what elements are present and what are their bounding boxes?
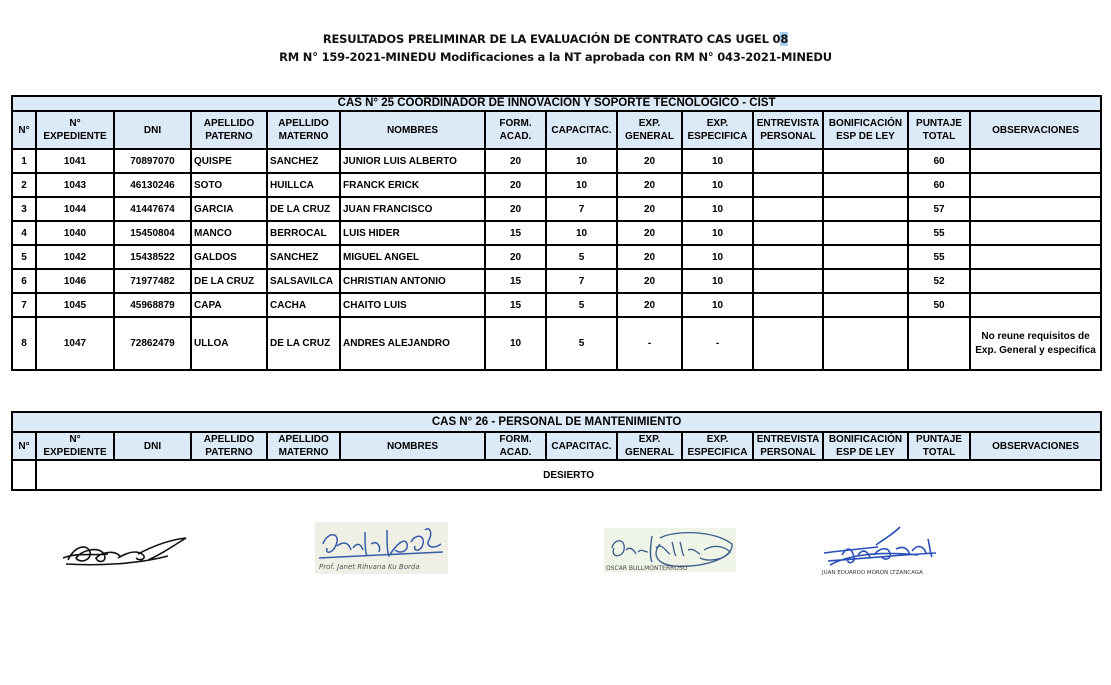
cell-total: 60 <box>908 149 970 173</box>
column-header <box>682 111 753 149</box>
cell-nombres: CHRISTIAN ANTONIO <box>340 269 485 293</box>
table-row <box>12 293 1101 317</box>
status-desierto: DESIERTO <box>36 460 1101 490</box>
column-header-line1: EXP. <box>638 118 661 129</box>
column-header-line1: ENTREVISTA <box>756 434 820 445</box>
column-header-line2: PERSONAL <box>760 447 816 458</box>
cell-entrevista <box>753 149 823 173</box>
column-header-line1: FORM. <box>499 118 532 129</box>
column-header-line2: ESP DE LEY <box>836 131 895 142</box>
column-header <box>36 432 114 460</box>
cell-ap-pat: GARCIA <box>191 197 267 221</box>
cell-exp-gen: 20 <box>617 245 682 269</box>
cell-bonif <box>823 293 908 317</box>
cell-exp-esp: 10 <box>682 269 753 293</box>
signature-3 <box>604 528 736 572</box>
cell-exp: 1044 <box>36 197 114 221</box>
table-header-row <box>12 432 1101 460</box>
cell-exp-gen: 20 <box>617 269 682 293</box>
cell-nombres: JUNIOR LUIS ALBERTO <box>340 149 485 173</box>
cell-form: 20 <box>485 173 546 197</box>
stamp-text: Prof. Janet Rihvana Ku Borda <box>319 563 420 571</box>
cell-exp-esp: 10 <box>682 173 753 197</box>
cell-dni: 15438522 <box>114 245 191 269</box>
table-row <box>12 149 1101 173</box>
column-header <box>753 111 823 149</box>
cell-ap-mat: BERROCAL <box>267 221 340 245</box>
observation-line: Exp. General y especifica <box>975 344 1096 356</box>
cell-dni: 71977482 <box>114 269 191 293</box>
column-header <box>908 432 970 460</box>
cell-nombres: JUAN FRANCISCO <box>340 197 485 221</box>
column-header-line1: PUNTAJE <box>916 118 962 129</box>
column-header-line2: MATERNO <box>278 447 329 458</box>
column-header <box>546 111 617 149</box>
cell-form: 15 <box>485 269 546 293</box>
cell-ap-mat: SANCHEZ <box>267 149 340 173</box>
cell-exp-gen: 20 <box>617 149 682 173</box>
column-header-line2: GENERAL <box>625 131 674 142</box>
cell-exp: 1045 <box>36 293 114 317</box>
cell-observaciones <box>970 317 1101 370</box>
column-header <box>12 111 36 149</box>
results-table-cas26 <box>11 411 1102 491</box>
stamp-text: JUAN EDUARDO MORON LTZANCAGA <box>822 570 923 576</box>
column-header-line2: ACAD. <box>499 447 532 458</box>
column-header-line1: APELLIDO <box>203 118 255 129</box>
cell-ap-mat: SANCHEZ <box>267 245 340 269</box>
column-header <box>114 111 191 149</box>
column-header-line2: TOTAL <box>922 131 956 142</box>
cell-exp-gen: 20 <box>617 221 682 245</box>
cell-ap-mat: HUILLCA <box>267 173 340 197</box>
table-title-row <box>12 412 1101 432</box>
table-row <box>12 197 1101 221</box>
column-header-line1: FORM. <box>499 434 532 445</box>
cell-cap: 10 <box>546 149 617 173</box>
column-header <box>191 111 267 149</box>
column-header <box>36 111 114 149</box>
cell-cap: 7 <box>546 197 617 221</box>
column-header-line2: EXPEDIENTE <box>43 131 107 142</box>
cell-n: 8 <box>12 317 36 370</box>
cell-ap-mat: CACHA <box>267 293 340 317</box>
cell-bonif <box>823 269 908 293</box>
cell-n: 1 <box>12 149 36 173</box>
column-header <box>267 432 340 460</box>
cell-exp-esp: 10 <box>682 197 753 221</box>
cell-bonif <box>823 245 908 269</box>
cell-observaciones <box>970 173 1101 197</box>
column-header <box>823 432 908 460</box>
cell-ap-pat: QUISPE <box>191 149 267 173</box>
column-header-line2: ESP DE LEY <box>836 447 895 458</box>
table-title: CAS N° 26 - PERSONAL DE MANTENIMIENTO <box>12 412 1101 432</box>
column-header <box>12 432 36 460</box>
cell-exp: 1040 <box>36 221 114 245</box>
column-header-line2: TOTAL <box>922 447 956 458</box>
table-title-row <box>12 96 1101 111</box>
observation-line: No reune requisitos de <box>981 330 1090 342</box>
cell-total: 57 <box>908 197 970 221</box>
cell-dni: 45968879 <box>114 293 191 317</box>
cell-total: 55 <box>908 221 970 245</box>
column-header-line1: BONIFICACIÓN <box>828 118 903 129</box>
cell-observaciones <box>970 149 1101 173</box>
cell-cap: 5 <box>546 293 617 317</box>
column-header-line2: EXPEDIENTE <box>43 447 107 458</box>
cell-n: 3 <box>12 197 36 221</box>
cell-exp-esp: 10 <box>682 149 753 173</box>
table-row <box>12 173 1101 197</box>
cell-total: 60 <box>908 173 970 197</box>
cell-n: 4 <box>12 221 36 245</box>
column-header-line1: CAPACITAC. <box>551 124 612 136</box>
table-row <box>12 245 1101 269</box>
column-header-line1: OBSERVACIONES <box>992 124 1079 136</box>
cell-form: 15 <box>485 293 546 317</box>
column-header-line2: GENERAL <box>625 447 674 458</box>
table-title: CAS N° 25 COORDINADOR DE INNOVACIÓN Y SOPORTE TECNOLÓGICO - CIST <box>12 96 1101 111</box>
cell-entrevista <box>753 173 823 197</box>
cell-n <box>12 460 36 490</box>
column-header-line1: NOMBRES <box>386 124 439 136</box>
cell-n: 6 <box>12 269 36 293</box>
cell-bonif <box>823 221 908 245</box>
document-subtitle: RM N° 159-2021-MINEDU Modificaciones a la NT aprobada con RM N° 043-2021-MINEDU <box>279 50 832 64</box>
cell-exp-esp: 10 <box>682 293 753 317</box>
cell-form: 15 <box>485 221 546 245</box>
column-header-line1: ENTREVISTA <box>756 118 820 129</box>
column-header-line1: CAPACITAC. <box>551 440 612 452</box>
cell-entrevista <box>753 245 823 269</box>
column-header-line1: EXP. <box>706 434 729 445</box>
cell-total <box>908 317 970 370</box>
cell-nombres: FRANCK ERICK <box>340 173 485 197</box>
cell-nombres: CHAITO LUIS <box>340 293 485 317</box>
cell-total: 55 <box>908 245 970 269</box>
column-header-line1: N° <box>18 124 30 136</box>
cell-ap-mat: DE LA CRUZ <box>267 197 340 221</box>
document-title-text: RESULTADOS PRELIMINAR DE LA EVALUACIÓN DE CONTRATO CAS UGEL 0 <box>322 32 781 46</box>
stamp-text: OSCAR BULLMONTERROSO <box>606 565 688 572</box>
signature-4 <box>818 525 940 577</box>
column-header-line1: BONIFICACIÓN <box>828 434 903 445</box>
selected-text[interactable]: 8 <box>780 32 789 46</box>
cell-ap-pat: MANCO <box>191 221 267 245</box>
cell-cap: 10 <box>546 173 617 197</box>
column-header <box>546 432 617 460</box>
column-header-line2: PATERNO <box>205 447 253 458</box>
column-header-line1: DNI <box>143 124 162 136</box>
cell-entrevista <box>753 317 823 370</box>
cell-exp-gen: 20 <box>617 197 682 221</box>
column-header-line2: ESPECIFICA <box>687 131 748 142</box>
cell-form: 20 <box>485 149 546 173</box>
cell-exp-esp: - <box>682 317 753 370</box>
cell-observaciones <box>970 197 1101 221</box>
column-header <box>485 432 546 460</box>
cell-exp: 1046 <box>36 269 114 293</box>
signature-1 <box>58 530 193 572</box>
cell-bonif <box>823 149 908 173</box>
cell-entrevista <box>753 269 823 293</box>
cell-dni: 15450804 <box>114 221 191 245</box>
column-header <box>617 432 682 460</box>
column-header <box>267 111 340 149</box>
table-row <box>12 317 1101 370</box>
cell-n: 5 <box>12 245 36 269</box>
cell-observaciones <box>970 293 1101 317</box>
cell-cap: 7 <box>546 269 617 293</box>
cell-total: 50 <box>908 293 970 317</box>
table-row <box>12 460 1101 490</box>
cell-form: 20 <box>485 197 546 221</box>
cell-exp-gen: - <box>617 317 682 370</box>
column-header-line1: N° <box>69 434 81 445</box>
cell-n: 7 <box>12 293 36 317</box>
column-header <box>823 111 908 149</box>
cell-ap-pat: SOTO <box>191 173 267 197</box>
table-row <box>12 221 1101 245</box>
cell-dni: 70897070 <box>114 149 191 173</box>
cell-observaciones <box>970 221 1101 245</box>
cell-nombres: MIGUEL ANGEL <box>340 245 485 269</box>
cell-ap-pat: ULLOA <box>191 317 267 370</box>
cell-ap-mat: DE LA CRUZ <box>267 317 340 370</box>
cell-exp: 1041 <box>36 149 114 173</box>
column-header <box>753 432 823 460</box>
cell-entrevista <box>753 197 823 221</box>
cell-exp-esp: 10 <box>682 221 753 245</box>
column-header-line1: APELLIDO <box>278 118 329 129</box>
column-header-line1: N° <box>18 440 30 452</box>
cell-cap: 5 <box>546 245 617 269</box>
column-header-line2: PATERNO <box>205 131 253 142</box>
cell-form: 20 <box>485 245 546 269</box>
cell-exp: 1043 <box>36 173 114 197</box>
results-table-cas25 <box>11 95 1102 371</box>
column-header <box>340 111 485 149</box>
column-header-line1: NOMBRES <box>386 440 439 452</box>
cell-dni: 72862479 <box>114 317 191 370</box>
column-header-line1: N° <box>69 118 81 129</box>
cell-exp-gen: 20 <box>617 293 682 317</box>
cell-exp-gen: 20 <box>617 173 682 197</box>
column-header-line2: PERSONAL <box>760 131 816 142</box>
cell-form: 10 <box>485 317 546 370</box>
cell-ap-mat: SALSAVILCA <box>267 269 340 293</box>
cell-nombres: ANDRES ALEJANDRO <box>340 317 485 370</box>
column-header <box>114 432 191 460</box>
cell-observaciones <box>970 269 1101 293</box>
cell-cap: 10 <box>546 221 617 245</box>
cell-ap-pat: DE LA CRUZ <box>191 269 267 293</box>
cell-bonif <box>823 317 908 370</box>
column-header <box>970 111 1101 149</box>
column-header-line2: MATERNO <box>278 131 329 142</box>
cell-total: 52 <box>908 269 970 293</box>
cell-bonif <box>823 197 908 221</box>
column-header <box>485 111 546 149</box>
column-header-line1: APELLIDO <box>203 434 255 445</box>
column-header-line1: OBSERVACIONES <box>992 440 1080 452</box>
column-header <box>340 432 485 460</box>
column-header-line1: PUNTAJE <box>916 434 962 445</box>
column-header <box>682 432 753 460</box>
cell-bonif <box>823 173 908 197</box>
cell-nombres: LUIS HIDER <box>340 221 485 245</box>
cell-exp-esp: 10 <box>682 245 753 269</box>
cell-dni: 46130246 <box>114 173 191 197</box>
column-header-line2: ESPECIFICA <box>687 447 748 458</box>
cell-cap: 5 <box>546 317 617 370</box>
table-header-row <box>12 111 1101 149</box>
column-header-line1: DNI <box>143 440 162 452</box>
cell-entrevista <box>753 293 823 317</box>
cell-ap-pat: CAPA <box>191 293 267 317</box>
cell-exp: 1047 <box>36 317 114 370</box>
column-header <box>970 432 1101 460</box>
column-header <box>908 111 970 149</box>
column-header <box>191 432 267 460</box>
column-header-line1: EXP. <box>706 118 729 129</box>
column-header <box>617 111 682 149</box>
cell-exp: 1042 <box>36 245 114 269</box>
cell-ap-pat: GALDOS <box>191 245 267 269</box>
signature-2 <box>315 522 448 574</box>
cell-dni: 41447674 <box>114 197 191 221</box>
column-header-line1: APELLIDO <box>278 434 329 445</box>
document-title <box>0 32 1111 46</box>
table-row <box>12 269 1101 293</box>
column-header-line2: ACAD. <box>499 131 532 142</box>
column-header-line1: EXP. <box>638 434 661 445</box>
cell-n: 2 <box>12 173 36 197</box>
cell-observaciones <box>970 245 1101 269</box>
cell-entrevista <box>753 221 823 245</box>
